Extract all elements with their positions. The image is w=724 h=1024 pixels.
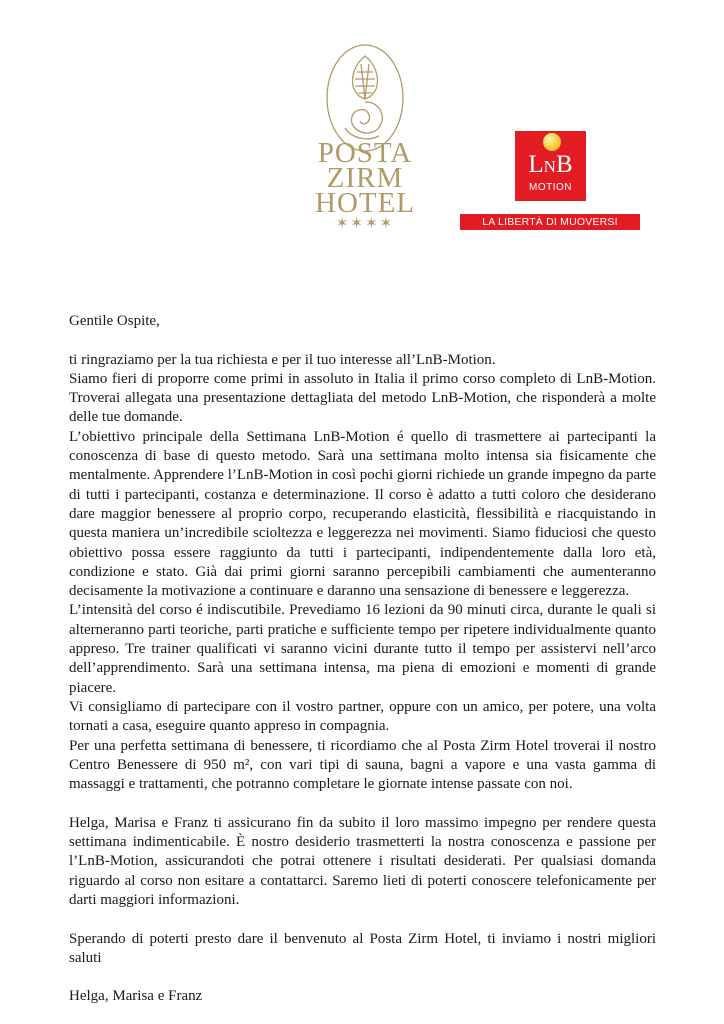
- letter-paragraph-2: Siamo fieri di proporre come primi in assoluto in Italia il primo corso completo di LnB-Motion. Troverai allegata una presentazione dettagliata del metodo LnB-Motion, che risponderà a molte delle tue domande.: [69, 370, 656, 426]
- lnb-mark-n: N: [543, 157, 556, 176]
- sun-icon: [543, 133, 561, 151]
- letter-paragraph-3: L’obiettivo principale della Settimana LnB-Motion é quello di trasmettere ai partecipanti la conoscenza di base di questo metodo. Sarà una settimana molto intensa sia fisicamente che mentalmente. Apprendere l’LnB-Motion in così pochi giorni richiede un grande impegno da parte di tutti i partecipanti, costanza e determinazione. Il corso è adatto a tutti coloro che desiderano dare maggior benessere al proprio corpo, recuperando elasticità, flessibilità e riacquistando in questa maniera un’incredibile scioltezza e leggerezza nei movimenti. Siamo fiduciosi che questo obiettivo possa essere raggiunto da tutti i partecipanti, indipendentemente dalla loro età, condizione e stato. Già dai primi giorni saranno percepibili cambiamenti che aumenteranno decisamente la motivazione a continuare e daranno una sensazione di benessere e leggerezza.: [69, 428, 656, 600]
- lnb-wordmark: [515, 151, 586, 181]
- hotel-stars: ✶✶✶✶: [335, 214, 395, 232]
- letter-paragraph-7: Helga, Marisa e Franz ti assicurano fin da subito il loro massimo impegno per rendere questa settimana indimenticabile. È nostro desiderio trasmetterti la nostra conoscenza e passione per l’LnB-Motion, assicurandoti che potrai ottenere i risultati desiderati. Per qualsiasi domanda riguardo al corso non esitare a contattarci. Saremo lieti di poterti conoscere telefonicamente per darti maggiori informazioni.: [69, 814, 656, 908]
- letter-paragraph-5: Vi consigliamo di partecipare con il vostro partner, oppure con un amico, per potere, una volta tornati a casa, eseguire quanto appreso in compagnia.: [69, 698, 656, 735]
- paragraph-gap: [69, 968, 656, 987]
- paragraph-gap: [69, 331, 656, 350]
- letter-body: [69, 312, 656, 1007]
- paragraph-gap: [69, 910, 656, 929]
- posta-zirm-hotel-logo: [315, 42, 415, 237]
- lnb-motion-label: MOTION: [529, 182, 572, 193]
- lnb-tagline: LA LIBERTÀ DI MUOVERSI: [460, 214, 640, 230]
- letter-salutation: Gentile Ospite,: [69, 313, 160, 329]
- lnb-mark-b: B: [555, 151, 573, 178]
- letter-signature: Helga, Marisa e Franz: [69, 988, 203, 1005]
- paragraph-gap: [69, 794, 656, 813]
- lnb-motion-logo: [460, 131, 640, 231]
- lnb-logo-square: [515, 131, 586, 201]
- letter-paragraph-1: ti ringraziamo per la tua richiesta e per il tuo interesse all’LnB-Motion.: [69, 351, 496, 368]
- letter-closing: Sperando di poterti presto dare il benvenuto al Posta Zirm Hotel, ti inviamo i nostri migliori saluti: [69, 930, 656, 966]
- hotel-name-line1: POSTA: [317, 137, 413, 169]
- hotel-name-line3: HOTEL: [315, 187, 416, 219]
- letter-paragraph-4: L’intensità del corso é indiscutibile. Prevediamo 16 lezioni da 90 minuti circa, durante le quali si alterneranno parti teoriche, parti pratiche e sufficiente tempo per ripetere individualmente quanto appreso. Tre trainer qualificati vi saranno vicini durante tutto il tempo per assistervi nell’arco dell’apprendimento. Sarà una settimana intensa, ma piena di emozioni e momenti di grande piacere.: [69, 602, 656, 696]
- lnb-mark-l: L: [528, 151, 544, 178]
- hotel-name-line2: ZIRM: [326, 162, 404, 194]
- letter-paragraph-6: Per una perfetta settimana di benessere, ti ricordiamo che al Posta Zirm Hotel troverai il nostro Centro Benessere di 950 m², con vari tipi di sauna, bagni a vapore e una vasta gamma di massaggi e trattamenti, che potranno completare le giornate intense passate con noi.: [69, 737, 656, 793]
